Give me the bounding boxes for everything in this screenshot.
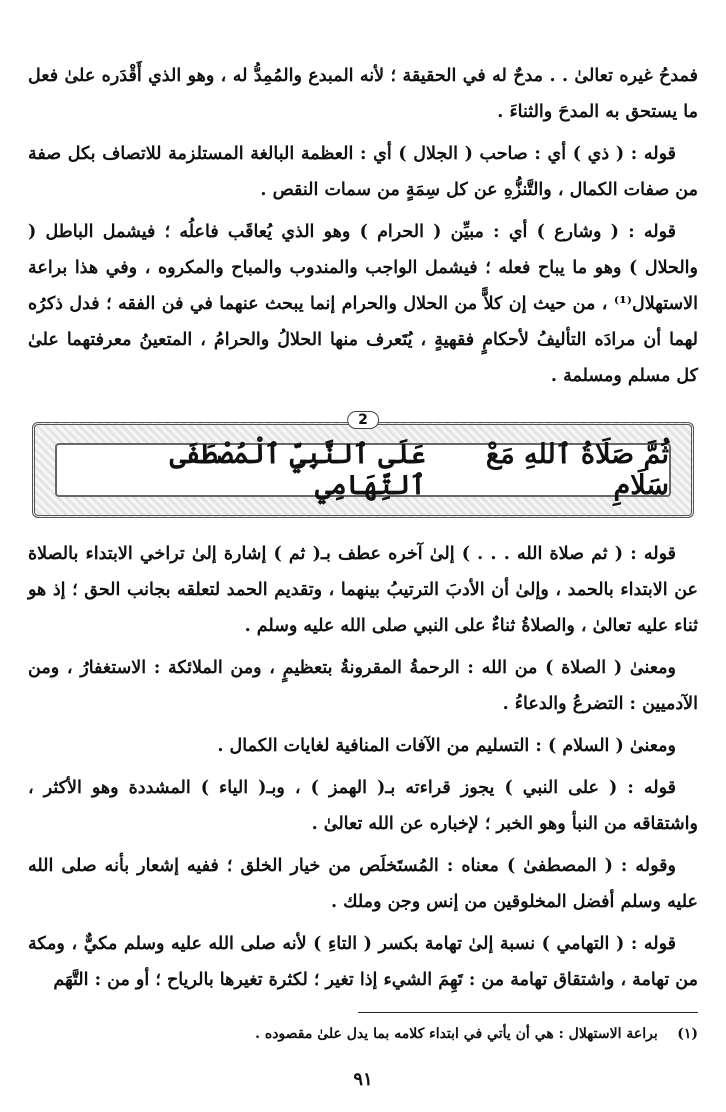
paragraph-text: قوله : ( وشارع ) أي : مبيِّن ( الحرام ) وهو الذي يُعاقَب فاعلُه ؛ فيشمل الباطل ( والحلال ) وهو ما يباح فعله ؛ فيشمل الواجب والمندوب والمباح والمكروه ، وفي هذا براعة الاستهلال⁽¹⁾ ، من حيث إن كلاًّ من الحلال والحرام إنما يبحث عنهما في فن الفقه ؛ فدل ذكرُه لهما أن مرادَه التأليفُ لأحكامٍ فقهيةٍ ، يُتَعرف منها الحلالُ والحرامُ ، المتعينُ معرفتهما علىٰ كل مسلم ومسلمة .: [28, 222, 698, 386]
verse-box: [55, 439, 671, 501]
page-body: [28, 58, 698, 1045]
paragraph-text: ومعنىٰ ( السلام ) : التسليم من الآفات المنافية لغايات الكمال .: [217, 736, 676, 756]
paragraph-text: قوله : ( التهامي ) نسبة إلىٰ تهامة بكسر ( التاءِ ) لأنه صلى الله عليه وسلم مكيٌّ ، ومكة من تهامة ، واشتقاق تهامة من : تَهِمَ الشيء إذا تغير ؛ لكثرة تغيرها بالرياح ؛ أو من : التَّهَم: [28, 934, 698, 990]
paragraph: فمدحُ غيره تعالىٰ . . مدحٌ له في الحقيقة ؛ لأنه المبدع والمُمِدُّ له ، وهو الذي أَقْدَره علىٰ فعل ما يستحق به المدحَ والثناءَ .: [28, 66, 698, 122]
page-number: ٩١: [353, 1069, 373, 1090]
paragraph: [28, 650, 698, 722]
paragraph: [28, 770, 698, 842]
paragraph: [28, 848, 698, 920]
paragraph-text: قوله : ( ذي ) أي : صاحب ( الجلال ) أي : العظمة البالغة المستلزمة للاتصاف بكل صفة من صفات الكمال ، والتَّنزُّهِ عن كل سِمَةٍ من سمات النقص .: [28, 144, 698, 200]
footnote-divider: [358, 1012, 698, 1013]
verse-hemistich-left: عَلَى ٱلنَّبِيِّ ٱلْمُصْطَفَى ٱلتِّهَامِي: [169, 439, 426, 501]
paragraph-text: وقوله : ( المصطفىٰ ) معناه : المُستَخلَص من خيار الخلق ؛ ففيه إشعار بأنه صلى الله عليه وسلم أفضل المخلوقين من إنس وجن وملك .: [28, 856, 698, 912]
paragraph: [28, 536, 698, 644]
paragraph-text: قوله : ( ثم صلاة الله . . . ) إلىٰ آخره عطف بـ( ثم ) إشارة إلىٰ تراخي الابتداء بالصلاة عن الابتداء بالحمد ، وإلىٰ أن الأدبَ الترتيبُ بينهما ، وتقديم الحمد لتعلقه بجانب الحق ؛ إذ هو ثناء عليه تعالىٰ ، والصلاةُ ثناءٌ على النبي صلى الله عليه وسلم .: [28, 544, 698, 636]
verse-number: 2: [347, 411, 379, 429]
paragraph: [28, 214, 698, 394]
paragraph: [28, 728, 698, 764]
paragraph: [28, 926, 698, 998]
verse-frame: [32, 412, 694, 518]
verse-hemistich-right: ثُمَّ صَلَاةُ ٱللهِ مَعْ سَلَامِ: [485, 439, 669, 501]
footnote-marker: (١): [677, 1026, 698, 1042]
paragraph-text: ومعنىٰ ( الصلاة ) من الله : الرحمةُ المقرونةُ بتعظيمٍ ، ومن الملائكة : الاستغفارُ ، ومن الآدميين : التضرعُ والدعاءُ .: [28, 658, 698, 714]
paragraph-text: قوله : ( على النبي ) يجوز قراءته بـ( الهمز ) ، وبـ( الياء ) المشددة وهو الأكثر ، واشتقاقه من النبأ وهو الخبر ؛ لإخباره عن الله تعالىٰ .: [28, 778, 698, 834]
footnote: [28, 1023, 698, 1045]
footnote-text: براعة الاستهلال : هي أن يأتي في ابتداء كلامه بما يدل علىٰ مقصوده .: [255, 1026, 658, 1042]
paragraph: [28, 136, 698, 208]
